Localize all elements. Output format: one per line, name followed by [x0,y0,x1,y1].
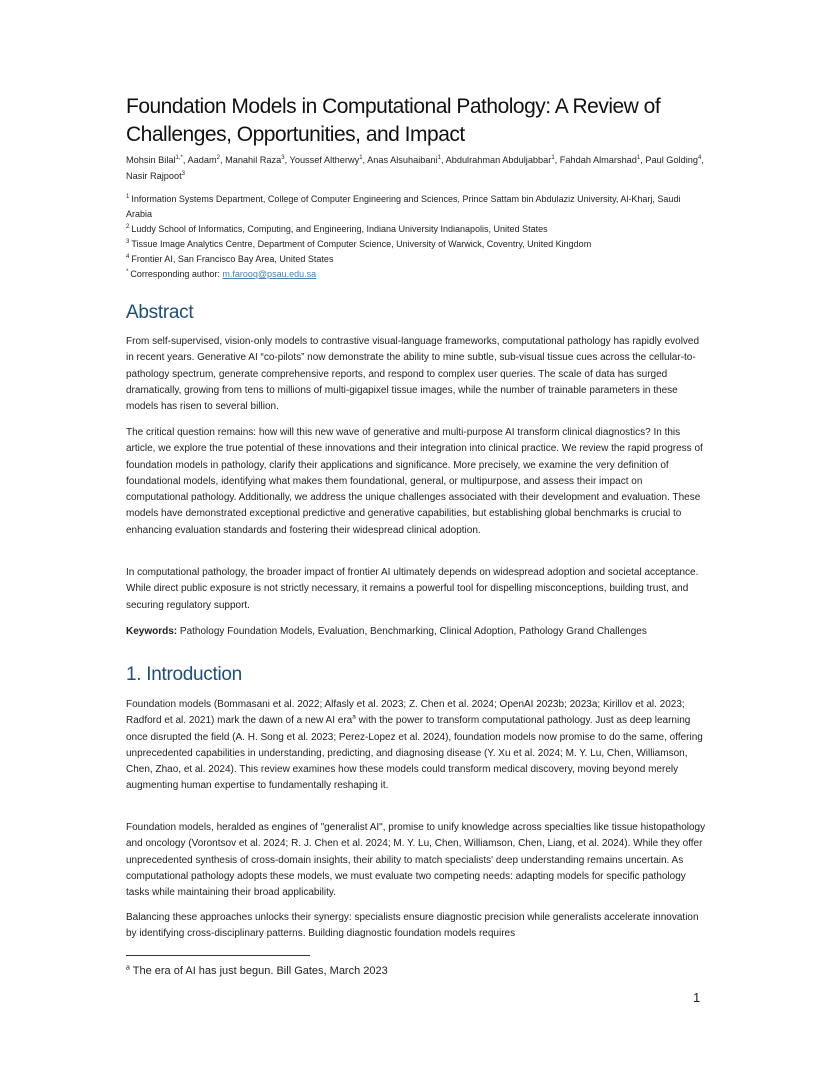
affiliation: $^4$ Frontier AI, San Francisco Bay Area, United States [126,254,334,264]
author: Abdulrahman Abduljabbar$^1$, [445,154,560,165]
section-heading-introduction: 1. Introduction [126,664,242,685]
affiliation: $^2$ Luddy School of Informatics, Computing, and Engineering, Indiana University Indianapolis, United States [126,224,548,234]
footnote: $^a$ The era of AI has just begun. Bill Gates, March 2023 [126,964,388,977]
paper-title: Foundation Models in Computational Pathology: A Review of Challenges, Opportunities, and Impact [126,95,661,146]
footnote-marker: a [352,713,356,721]
intro-paragraph: Foundation models (Bommasani et al. 2022; Alfasly et al. 2023; Z. Chen et al. 2024; OpenAI 2023b; 2023a; Kirillov et al. 2023; Radford et al. 2021) mark the dawn of a new AI era$^a$ with the power to transform computational pathology. Just as deep learning once disrupted the field (A. H. Song et al. 2023; Perez-Lopez et al. 2024), foundation models now promise to do the same, offering unprecedented capabilities in understanding, predicting, and diagnosing disease (Y. Xu et al. 2024; M. Y. Lu, Chen, Williamson, Chen, Zhao, et al. 2024). This review examines how these models could transform medical discovery, moving beyond merely augmenting human expertise to fundamentally reshaping it. [126,699,703,792]
intro-paragraph: Balancing these approaches unlocks their synergy: specialists ensure diagnostic precision while generalists accelerate innovation by identifying cross-disciplinary patterns. Building diagnostic foundation models requires [126,912,699,940]
author: Aadam$^2$, [187,154,226,165]
author: Manahil Raza$^3$, [225,154,290,165]
author: Fahdah Almarshad$^1$, [559,154,646,165]
author: Anas Alsuhaibani$^1$, [367,154,446,165]
keywords-label: Keywords: [126,626,178,637]
author: Mohsin Bilal$^{1,*}$, [126,154,188,165]
affiliation: $^3$ Tissue Image Analytics Centre, Department of Computer Science, University of Warwick, Coventry, United Kingdom [126,239,592,249]
keywords-text: Pathology Foundation Models, Evaluation, Benchmarking, Clinical Adoption, Pathology Grand Challenges [177,626,647,637]
abstract-heading: Abstract [126,302,194,323]
author-list [126,152,706,184]
abstract-paragraph: The critical question remains: how will this new wave of generative and multi-purpose AI transform clinical diagnostics? In this article, we explore the true potential of these innovations and their integration into clinical practice. We review the rapid progress of foundation models in pathology, clarify their applications and significance. More precisely, we examine the very definition of foundational models, identifying what makes them foundational, general, or multipurpose, and assess their impact on computational pathology. Additionally, we address the unique challenges associated with their development and evaluation. These models have demonstrated exceptional predictive and generative capabilities, but establishing global benchmarks is crucial to enhancing evaluation standards and fostering their widespread clinical adoption. [126,427,703,536]
abstract-paragraph: From self-supervised, vision-only models to contrastive visual-language frameworks, computational pathology has rapidly evolved in recent years. Generative AI “co-pilots” now demonstrate the ability to mine subtle, sub-visual tissue cues across the cellular-to-pathology spectrum, generate comprehensive reports, and respond to complex user queries. The scale of data has surged dramatically, growing from tens to millions of multi-gigapixel tissue images, while the number of trainable parameters in these models has risen to several billion. [126,336,700,413]
footnote-divider [126,955,310,956]
author: Youssef Altherwy$^1$, [289,154,368,165]
page-number: 1 [693,990,701,1005]
keywords [126,624,706,640]
author: Paul Golding$^4$, [645,154,704,165]
email-link[interactable]: m.farooq@psau.edu.sa [222,269,317,279]
abstract-paragraph: In computational pathology, the broader impact of frontier AI ultimately depends on widespread adoption and societal acceptance. While direct public exposure is not strictly necessary, it remains a powerful tool for dispelling misconceptions, building trust, and securing regulatory support. [126,567,699,611]
affiliation-list [126,192,686,282]
author: Nasir Rajpoot$^3$ [126,170,186,181]
corresponding-author: * Corresponding author: m.farooq@psau.edu.sa [126,269,317,279]
affiliation: $^1$ Information Systems Department, College of Computer Engineering and Sciences, Prince Sattam bin Abdulaziz University, Al-Kharj, Saudi Arabia [126,194,681,219]
intro-paragraph: Foundation models, heralded as engines of "generalist AI", promise to unify knowledge across specialties like tissue histopathology and oncology (Vorontsov et al. 2024; R. J. Chen et al. 2024; M. Y. Lu, Chen, Williamson, Chen, Liang, et al. 2024). While they offer unprecedented synthesis of cross-domain insights, their ability to match specialists' deep understanding remains uncertain. As computational pathology adopts these models, we must evaluate two competing needs: adapting models for specific pathology tasks while maintaining their broad applicability. [126,822,706,899]
